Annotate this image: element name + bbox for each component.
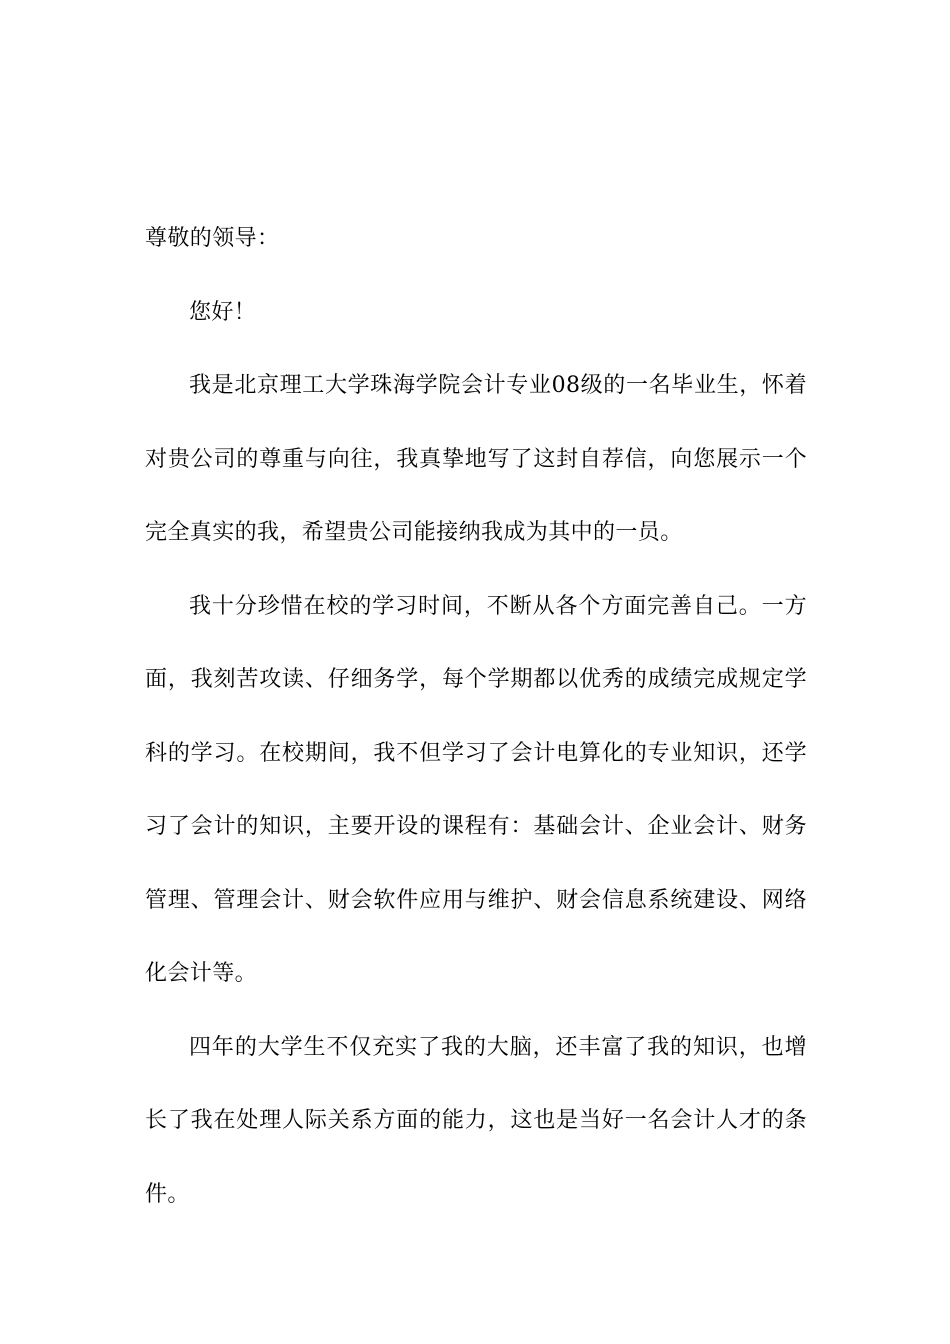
letter-body [145, 202, 807, 1231]
paragraph-intro: 我是北京理工大学珠海学院会计专业08级的一名毕业生，怀着对贵公司的尊重与向往，我真挚地写了这封自荐信，向您展示一个完全真实的我，希望贵公司能接纳我成为其中的一员。 [145, 373, 807, 545]
greeting: 您好！ [189, 299, 257, 325]
salutation: 尊敬的领导： [145, 226, 280, 251]
paragraph-study: 我十分珍惜在校的学习时间，不断从各个方面完善自己。一方面，我刻苦攻读、仔细务学，每个学期都以优秀的成绩完成规定学科的学习。在校期间，我不但学习了会计电算化的专业知识，还学习了会计的知识，主要开设的课程有：基础会计、企业会计、财务管理、管理会计、财会软件应用与维护、财会信息系统建设、网络化会计等。 [145, 593, 807, 986]
paragraph-growth: 四年的大学生不仅充实了我的大脑，还丰富了我的知识，也增长了我在处理人际关系方面的能力，这也是当好一名会计人才的条件。 [145, 1034, 807, 1207]
